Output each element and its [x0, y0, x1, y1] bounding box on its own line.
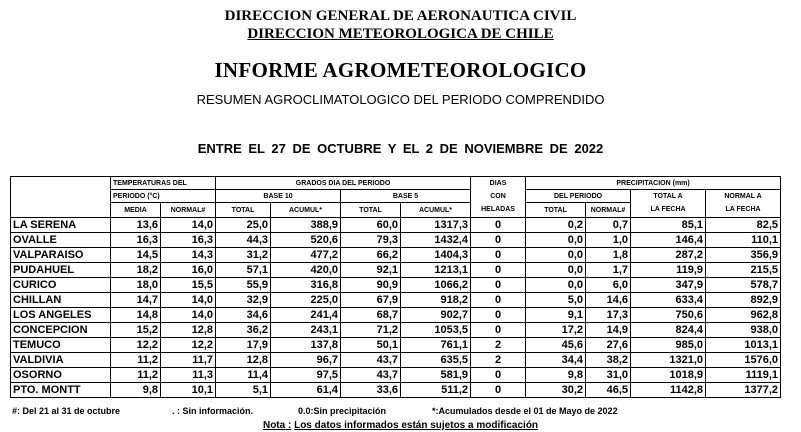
gd10-acumul: 225,0 — [271, 293, 341, 308]
station-name: OVALLE — [11, 233, 111, 248]
temp-media: 14,7 — [111, 293, 161, 308]
gd10-total: 31,2 — [216, 248, 271, 263]
header-station-blank — [11, 177, 111, 190]
report-period: ENTRE EL 27 DE OCTUBRE Y EL 2 DE NOVIEMBRE DE 2022 — [197, 141, 604, 156]
temp-media: 14,8 — [111, 308, 161, 323]
gd5-total: 79,3 — [341, 233, 401, 248]
col-acumul-b10: ACUMUL* — [271, 203, 341, 218]
temp-media: 9,8 — [111, 383, 161, 398]
gd10-total: 5,1 — [216, 383, 271, 398]
gd10-acumul: 477,2 — [271, 248, 341, 263]
table-row — [11, 323, 781, 338]
station-name: CURICO — [11, 278, 111, 293]
header-total-a: TOTAL A — [631, 190, 706, 203]
heladas: 0 — [471, 263, 526, 278]
precip-total: 0,0 — [526, 248, 586, 263]
col-total-b5: TOTAL — [341, 203, 401, 218]
precip-total-fecha: 824,4 — [631, 323, 706, 338]
heladas: 0 — [471, 233, 526, 248]
precip-normal: 17,3 — [586, 308, 631, 323]
gd10-total: 55,9 — [216, 278, 271, 293]
station-name: LOS ANGELES — [11, 308, 111, 323]
gd5-total: 60,0 — [341, 218, 401, 233]
temp-media: 12,2 — [111, 338, 161, 353]
precip-normal: 14,6 — [586, 293, 631, 308]
gd10-total: 11,4 — [216, 368, 271, 383]
table-row — [11, 248, 781, 263]
gd5-acumul: 1066,2 — [401, 278, 471, 293]
table-row — [11, 353, 781, 368]
precip-normal: 46,5 — [586, 383, 631, 398]
station-name: VALPARAISO — [11, 248, 111, 263]
precip-normal-fecha: 892,9 — [706, 293, 781, 308]
precip-total: 9,1 — [526, 308, 586, 323]
note-text: Los datos informados están sujetos a modificación — [294, 420, 539, 431]
gd10-acumul: 316,8 — [271, 278, 341, 293]
station-name: OSORNO — [11, 368, 111, 383]
header-row-2 — [11, 190, 781, 203]
table-row — [11, 383, 781, 398]
temp-media: 18,2 — [111, 263, 161, 278]
precip-normal: 1,7 — [586, 263, 631, 278]
gd10-acumul: 137,8 — [271, 338, 341, 353]
precip-total: 45,6 — [526, 338, 586, 353]
gd5-acumul: 1404,3 — [401, 248, 471, 263]
precip-total-fecha: 347,9 — [631, 278, 706, 293]
precip-normal: 6,0 — [586, 278, 631, 293]
temp-media: 18,0 — [111, 278, 161, 293]
precip-total: 0,0 — [526, 233, 586, 248]
temp-normal: 16,3 — [161, 233, 216, 248]
precip-normal-fecha: 1377,2 — [706, 383, 781, 398]
gd5-total: 92,1 — [341, 263, 401, 278]
precip-normal: 14,9 — [586, 323, 631, 338]
table-row — [11, 218, 781, 233]
precip-normal-fecha: 1119,1 — [706, 368, 781, 383]
temp-normal: 14,3 — [161, 248, 216, 263]
header-row-1 — [11, 177, 781, 190]
gd10-acumul: 241,4 — [271, 308, 341, 323]
note-line — [0, 420, 801, 431]
temp-normal: 12,2 — [161, 338, 216, 353]
precip-total-fecha: 85,1 — [631, 218, 706, 233]
temp-normal: 12,8 — [161, 323, 216, 338]
gd5-acumul: 511,2 — [401, 383, 471, 398]
header-row-3 — [11, 203, 781, 218]
precip-total-fecha: 1142,8 — [631, 383, 706, 398]
header-line-meteorologica-text: DIRECCION METEOROLOGICA DE CHILE — [247, 26, 554, 42]
footnote-sin-info: . : Sin información. — [172, 406, 254, 416]
heladas: 0 — [471, 323, 526, 338]
header-base5: BASE 5 — [341, 190, 471, 203]
precip-total-fecha: 1018,9 — [631, 368, 706, 383]
col-normal-fecha: LA FECHA — [725, 206, 761, 214]
precip-normal-fecha: 938,0 — [706, 323, 781, 338]
report-title: INFORME AGROMETEOROLOGICO — [214, 58, 587, 82]
gd10-total: 34,6 — [216, 308, 271, 323]
station-name: PTO. MONTT — [11, 383, 111, 398]
col-acumul-b5: ACUMUL* — [401, 203, 471, 218]
gd5-acumul: 902,7 — [401, 308, 471, 323]
precip-total: 0,0 — [526, 263, 586, 278]
gd5-acumul: 1053,5 — [401, 323, 471, 338]
header-line-meteorologica — [0, 26, 801, 43]
col-total-b10: TOTAL — [216, 203, 271, 218]
heladas: 0 — [471, 308, 526, 323]
precip-normal: 31,0 — [586, 368, 631, 383]
precip-total-fecha: 119,9 — [631, 263, 706, 278]
gd5-total: 43,7 — [341, 353, 401, 368]
precip-normal-fecha: 1013,1 — [706, 338, 781, 353]
heladas: 0 — [471, 248, 526, 263]
header-periodo-c: PERIODO (°C) — [111, 190, 216, 203]
station-name: CONCEPCION — [11, 323, 111, 338]
col-heladas: HELADAS — [471, 203, 526, 218]
temp-media: 11,2 — [111, 368, 161, 383]
col-normal-temp: NORMAL# — [161, 203, 216, 218]
temp-normal: 14,0 — [161, 293, 216, 308]
heladas: 2 — [471, 353, 526, 368]
heladas: 0 — [471, 278, 526, 293]
precip-total: 9,8 — [526, 368, 586, 383]
header-dias: DIAS — [471, 177, 526, 190]
precip-total-fecha: 1321,0 — [631, 353, 706, 368]
station-name: CHILLAN — [11, 293, 111, 308]
gd5-acumul: 1213,1 — [401, 263, 471, 278]
header-del-periodo: DEL PERIODO — [526, 190, 631, 203]
header-station-blank-2 — [11, 190, 111, 203]
temp-normal: 11,3 — [161, 368, 216, 383]
gd10-acumul: 61,4 — [271, 383, 341, 398]
gd5-total: 33,6 — [341, 383, 401, 398]
gd5-acumul: 761,1 — [401, 338, 471, 353]
col-total-precip: TOTAL — [526, 203, 586, 218]
precip-total: 0,2 — [526, 218, 586, 233]
gd5-total: 68,7 — [341, 308, 401, 323]
precip-total: 5,0 — [526, 293, 586, 308]
col-media: MEDIA — [111, 203, 161, 218]
station-name: PUDAHUEL — [11, 263, 111, 278]
col-total-fecha: LA FECHA — [631, 203, 706, 218]
station-name: TEMUCO — [11, 338, 111, 353]
header-temperaturas: TEMPERATURAS DEL — [111, 177, 216, 190]
header-con: CON — [471, 190, 526, 203]
heladas: 0 — [471, 293, 526, 308]
precip-total-fecha: 985,0 — [631, 338, 706, 353]
precip-normal-fecha: 82,5 — [706, 218, 781, 233]
temp-media: 13,6 — [111, 218, 161, 233]
gd5-acumul: 581,9 — [401, 368, 471, 383]
precip-total-fecha: 287,2 — [631, 248, 706, 263]
gd10-total: 57,1 — [216, 263, 271, 278]
gd5-total: 71,2 — [341, 323, 401, 338]
gd10-total: 44,3 — [216, 233, 271, 248]
station-rows — [11, 218, 781, 398]
header-precipitacion: PRECIPITACION (mm) — [526, 177, 781, 190]
temp-media: 15,2 — [111, 323, 161, 338]
header-line-aeronautica: DIRECCION GENERAL DE AERONAUTICA CIVIL — [224, 8, 577, 24]
temp-media: 14,5 — [111, 248, 161, 263]
report-subtitle: RESUMEN AGROCLIMATOLOGICO DEL PERIODO COMPRENDIDO — [196, 92, 605, 107]
table-row — [11, 233, 781, 248]
footnote-normal: #: Del 21 al 31 de octubre — [12, 406, 121, 416]
precip-total: 17,2 — [526, 323, 586, 338]
precip-normal: 1,8 — [586, 248, 631, 263]
gd10-acumul: 388,9 — [271, 218, 341, 233]
col-normal-precip: NORMAL# — [586, 203, 631, 218]
heladas: 0 — [471, 218, 526, 233]
heladas: 0 — [471, 383, 526, 398]
temp-normal: 10,1 — [161, 383, 216, 398]
precip-total-fecha: 633,4 — [631, 293, 706, 308]
gd10-total: 36,2 — [216, 323, 271, 338]
footnote-sin-precip: 0.0:Sin precipitación — [298, 406, 387, 416]
gd5-total: 67,9 — [341, 293, 401, 308]
gd10-acumul: 420,0 — [271, 263, 341, 278]
gd5-total: 66,2 — [341, 248, 401, 263]
note-label: Nota : — [262, 420, 292, 431]
gd10-total: 25,0 — [216, 218, 271, 233]
footnote-acumulados: *:Acumulados desde el 01 de Mayo de 2022 — [432, 406, 618, 416]
table-row — [11, 338, 781, 353]
temp-normal: 11,7 — [161, 353, 216, 368]
precip-normal-fecha: 215,5 — [706, 263, 781, 278]
heladas: 2 — [471, 338, 526, 353]
header-base10: BASE 10 — [216, 190, 341, 203]
table-row — [11, 368, 781, 383]
header-normal-a: NORMAL A — [724, 192, 762, 200]
header-grados-dia: GRADOS DIA DEL PERIODO — [216, 177, 471, 190]
gd10-total: 12,8 — [216, 353, 271, 368]
precip-total-fecha: 750,6 — [631, 308, 706, 323]
gd10-acumul: 96,7 — [271, 353, 341, 368]
header-station-blank-3 — [11, 203, 111, 218]
precip-total-fecha: 146,4 — [631, 233, 706, 248]
agroclimate-table — [10, 176, 781, 398]
precip-normal-fecha: 962,8 — [706, 308, 781, 323]
gd5-acumul: 635,5 — [401, 353, 471, 368]
gd10-total: 17,9 — [216, 338, 271, 353]
temp-normal: 16,0 — [161, 263, 216, 278]
precip-normal-fecha: 110,1 — [706, 233, 781, 248]
gd5-acumul: 1432,4 — [401, 233, 471, 248]
precip-total: 0,0 — [526, 278, 586, 293]
gd5-total: 43,7 — [341, 368, 401, 383]
gd10-total: 32,9 — [216, 293, 271, 308]
temp-normal: 14,0 — [161, 218, 216, 233]
precip-normal: 27,6 — [586, 338, 631, 353]
station-name: VALDIVIA — [11, 353, 111, 368]
table-row — [11, 293, 781, 308]
temp-normal: 14,0 — [161, 308, 216, 323]
gd5-total: 50,1 — [341, 338, 401, 353]
precip-normal: 38,2 — [586, 353, 631, 368]
gd5-acumul: 918,2 — [401, 293, 471, 308]
temp-media: 16,3 — [111, 233, 161, 248]
table-row — [11, 308, 781, 323]
table-row — [11, 263, 781, 278]
precip-normal-fecha: 356,9 — [706, 248, 781, 263]
station-name: LA SERENA — [11, 218, 111, 233]
precip-normal: 1,0 — [586, 233, 631, 248]
gd5-total: 90,9 — [341, 278, 401, 293]
heladas: 0 — [471, 368, 526, 383]
precip-total: 34,4 — [526, 353, 586, 368]
precip-normal-fecha: 578,7 — [706, 278, 781, 293]
precip-normal: 0,7 — [586, 218, 631, 233]
gd5-acumul: 1317,3 — [401, 218, 471, 233]
gd10-acumul: 97,5 — [271, 368, 341, 383]
gd10-acumul: 520,6 — [271, 233, 341, 248]
gd10-acumul: 243,1 — [271, 323, 341, 338]
table-row — [11, 278, 781, 293]
precip-total: 30,2 — [526, 383, 586, 398]
temp-normal: 15,5 — [161, 278, 216, 293]
precip-normal-fecha: 1576,0 — [706, 353, 781, 368]
temp-media: 11,2 — [111, 353, 161, 368]
